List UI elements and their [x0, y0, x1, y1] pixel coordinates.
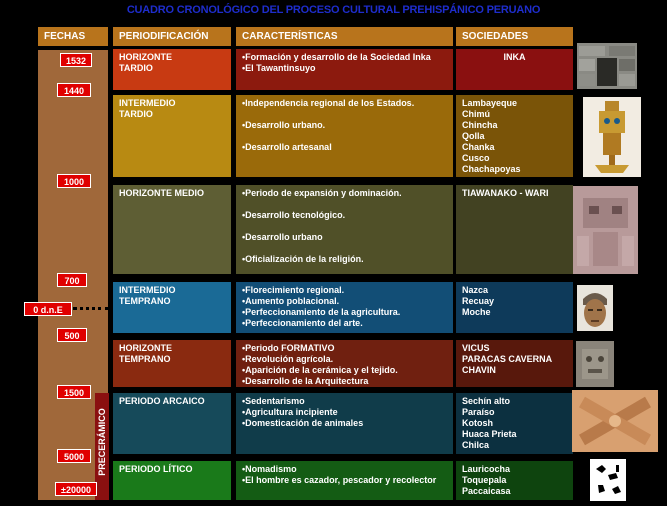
row-2-traits-line	[242, 199, 447, 210]
row-1-period-line: INTERMEDIO	[119, 98, 176, 108]
row-0-traits-line: •El Tawantinsuyo	[242, 63, 316, 73]
row-6-traits-cell	[236, 461, 453, 500]
row-2-traits-line	[242, 221, 447, 232]
row-2-period-line: HORIZONTE MEDIO	[119, 188, 204, 198]
moche-head-image	[577, 285, 613, 331]
row-3-societies-line: Moche	[462, 307, 491, 317]
row-4-period-cell	[113, 340, 231, 387]
row-6-societies-cell	[456, 461, 573, 500]
preceramico-band	[95, 393, 109, 500]
row-1-period-cell	[113, 95, 231, 177]
row-4-traits-line: •Revolución agrícola.	[242, 354, 334, 364]
row-0-traits-cell	[236, 49, 453, 90]
row-5-societies-line: Paraíso	[462, 407, 495, 417]
row-5-traits-line: •Domesticación de animales	[242, 418, 364, 428]
row-2-traits-line	[242, 243, 447, 254]
preceramico-label: PRECERÁMICO	[97, 408, 107, 476]
row-0-traits-line: •Formación y desarrollo de la Sociedad Inka	[242, 52, 431, 62]
row-1-traits-line	[242, 109, 447, 120]
date-5000: 5000	[57, 449, 91, 463]
row-6-societies-line: Toquepala	[462, 475, 507, 485]
date-500: 500	[57, 328, 87, 342]
row-3-period-line: INTERMEDIO	[119, 285, 176, 295]
row-3-traits-line: •Aumento poblacional.	[242, 296, 340, 306]
row-5-societies-line: Kotosh	[462, 418, 493, 428]
date-700: 700	[57, 273, 87, 287]
inka-wall-image	[577, 43, 637, 89]
row-1-societies-line: Qolla	[462, 131, 485, 141]
row-4-period-line: HORIZONTE	[119, 343, 172, 353]
row-1-period-line: TARDIO	[119, 109, 153, 119]
row-0-period-line: HORIZONTE	[119, 52, 172, 62]
row-3-traits-cell	[236, 282, 453, 333]
row-4-traits-line: •Desarrollo de la Arquitectura	[242, 376, 369, 386]
date-1440: 1440	[57, 83, 91, 97]
chavin-head-image	[576, 341, 614, 387]
row-3-period-line: TEMPRANO	[119, 296, 171, 306]
row-4-traits-cell	[236, 340, 453, 387]
row-3-societies-line: Nazca	[462, 285, 489, 295]
date-1532: 1532	[60, 53, 92, 67]
row-4-traits-line: •Aparición de la cerámica y el tejido.	[242, 365, 398, 375]
row-5-societies-line: Chilca	[462, 440, 490, 450]
sechin-crossed-hands-image	[572, 390, 658, 452]
row-6-traits-line: •Nomadismo	[242, 464, 297, 474]
row-5-societies-line: Huaca Prieta	[462, 429, 517, 439]
row-2-traits-line: •Periodo de expansión y dominación.	[242, 188, 402, 198]
row-1-societies-line: Chimú	[462, 109, 490, 119]
row-2-traits-line: •Desarrollo tecnológico.	[242, 210, 346, 220]
row-2-societies-cell	[456, 185, 573, 274]
row-4-societies-line: CHAVIN	[462, 365, 496, 375]
row-1-societies-line: Chanka	[462, 142, 495, 152]
row-4-societies-line: PARACAS CAVERNA	[462, 354, 553, 364]
row-3-traits-line: •Florecimiento regional.	[242, 285, 345, 295]
row-1-traits-cell	[236, 95, 453, 177]
zero-date-marker	[73, 307, 109, 310]
row-4-societies-cell	[456, 340, 573, 387]
row-3-societies-cell	[456, 282, 573, 333]
tumi-image	[583, 97, 641, 177]
row-5-period-cell	[113, 393, 231, 454]
row-2-traits-line: •Desarrollo urbano	[242, 232, 323, 242]
row-0-period-cell	[113, 49, 231, 90]
row-5-societies-line: Sechín alto	[462, 396, 511, 406]
row-1-traits-line	[242, 131, 447, 142]
row-5-traits-cell	[236, 393, 453, 454]
row-3-societies-line: Recuay	[462, 296, 495, 306]
row-6-period-line: PERIODO LÍTICO	[119, 464, 193, 474]
date-0: 0 d.n.E	[24, 302, 72, 316]
row-1-societies-line: Chachapoyas	[462, 164, 521, 174]
row-3-traits-line: •Perfeccionamiento del arte.	[242, 318, 363, 328]
row-1-traits-line: •Desarrollo artesanal	[242, 142, 332, 152]
row-2-period-cell	[113, 185, 231, 274]
date-1500: 1500	[57, 385, 91, 399]
row-5-societies-cell	[456, 393, 573, 454]
page-title: CUADRO CRONOLÓGICO DEL PROCESO CULTURAL PREHISPÁNICO PERUANO	[126, 4, 541, 16]
row-5-traits-line: •Agricultura incipiente	[242, 407, 338, 417]
row-1-societies-line: Lambayeque	[462, 98, 518, 108]
row-2-traits-cell	[236, 185, 453, 274]
row-5-traits-line: •Sedentarismo	[242, 396, 305, 406]
row-4-societies-line: VICUS	[462, 343, 490, 353]
row-1-traits-line: •Independencia regional de los Estados.	[242, 98, 415, 108]
cave-painting-image	[590, 459, 626, 501]
row-1-societies-cell	[456, 95, 573, 177]
row-4-period-line: TEMPRANO	[119, 354, 171, 364]
row-3-traits-line: •Perfeccionamiento de la agricultura.	[242, 307, 401, 317]
header-periodificacion: PERIODIFICACIÓN	[113, 27, 231, 46]
row-2-traits-line: •Oficialización de la religión.	[242, 254, 364, 264]
row-2-societies-line: TIAWANAKO - WARI	[462, 188, 549, 198]
row-3-period-cell	[113, 282, 231, 333]
row-6-societies-line: Lauricocha	[462, 464, 511, 474]
date-1000: 1000	[57, 174, 91, 188]
date-20000: ±20000	[55, 482, 97, 496]
header-sociedades: SOCIEDADES	[456, 27, 573, 46]
header-fechas: FECHAS	[38, 27, 108, 46]
row-1-traits-line: •Desarrollo urbano.	[242, 120, 326, 130]
row-6-period-cell	[113, 461, 231, 500]
row-1-societies-line: Chincha	[462, 120, 498, 130]
row-0-societies-line: INKA	[503, 52, 526, 62]
row-6-societies-line: Paccaicasa	[462, 486, 511, 496]
row-0-period-line: TARDIO	[119, 63, 153, 73]
row-0-societies-cell	[456, 49, 573, 90]
row-4-traits-line: •Periodo FORMATIVO	[242, 343, 335, 353]
row-6-traits-line: •El hombre es cazador, pescador y recolector	[242, 475, 437, 485]
row-5-period-line: PERIODO ARCAICO	[119, 396, 205, 406]
header-caracteristicas: CARACTERÍSTICAS	[236, 27, 453, 46]
tiawanaku-stone-image	[573, 186, 638, 274]
row-1-societies-line: Cusco	[462, 153, 490, 163]
